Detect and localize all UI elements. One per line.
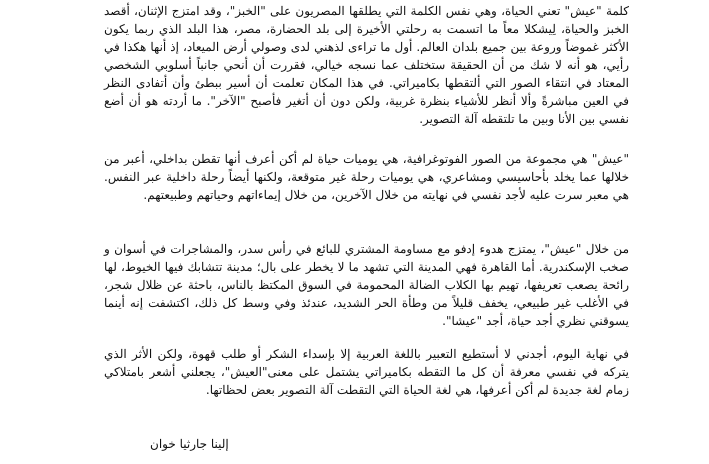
paragraph-cities: من خلال "عيش"، يمتزج هدوء إدفو مع مساومة المشتري للبائع في رأس سدر، والمشاجرات في أسوان و صخب الإسكندرية. أما القاهرة فهي المدينة التي تشهد ما لا يخطر على بال؛ مدينة تتشابك فيها الخيوط، لها رائحة يصعب تعريفها، تهيم بها الكلاب الضالة المحمومة في السوق المكتظ بالناس، باحثة عن ظلال شجر، في الأغلب غير طبيعي، يخفف قليلاً من وطأة الحر الشديد، عندئذ وفي وسط كل ذلك، اكتشفت إنه أينما يسوقني نظري أجد حياة، أجد "عيشا". xyxy=(104,242,629,328)
paragraph-conclusion: في نهاية اليوم، أجدني لا أستطيع التعبير باللغة العربية إلا بإسداء الشكر أو طلب قهوة، ولكن الأثر الذي يتركه في نفسي معرفة أن كل ما التقطه بكاميراتي يشتمل على معنى"العيش"، يجعلني أشعر بامتلاكي زمام لغة جديدة لم أكن أعرفها، هي لغة الحياة التي التقطت آلة التصوير بعض لحظاتها. xyxy=(104,347,629,397)
paragraph-intro: كلمة "عيش" تعني الحياة، وهي نفس الكلمة التي يطلقها المصريون على "الخبز"، وقد امتزج الإثنان، أقصد الخبز والحياة، لِيشكلا معاً ما اتسمت به رحلتي الأخيرة إلى بلد الحضارة، مصر، هذا البلد الذي ربما يكون الأكثر غموضاً وروعة بين جميع بلدان العالم. أول ما تراءى لذهني لدى وصولي أرض الميعاد، إذ أنها هكذا في رأيي، هو أنه لا شك من أن الحقيقة ستختلف عما نسجه خيالي، فقررت أن أنحي جانباً أسلوبي الشخصي المعتاد في انتقاء الصور التي ألتقطها بكاميراتي. في هذا المكان تعلمت أن أسير ببطئ وأن أتفادى النظر في العين مباشرةً وألا أنظر للأشياء بنظرة غربية، ولكن دون أن أتغير فأصبح "الآخر". ما أردته هو أن أضع نفسي بين الأنا وبين ما تلتقطه آلة التصوير. xyxy=(104,4,629,126)
author-signature: إلينا جارثيا خوان xyxy=(150,437,229,451)
paragraph-collection: "عيش" هي مجموعة من الصور الفوتوغرافية، هي يوميات حياة لم أكن أعرف أنها تقطن بداخلي، أعبر من خلالها عما يخلد بأحاسيسي ومشاعري، هي يوميات رحلة غير متوقعة، ولكنها أيضاً رحلة داخلية عبر النفس. هي معبر سرت عليه لأجد نفسي في نهايته من خلال الآخرين، من خلال إيماءاتهم وحياتهم وطبيعتهم. xyxy=(104,152,629,202)
